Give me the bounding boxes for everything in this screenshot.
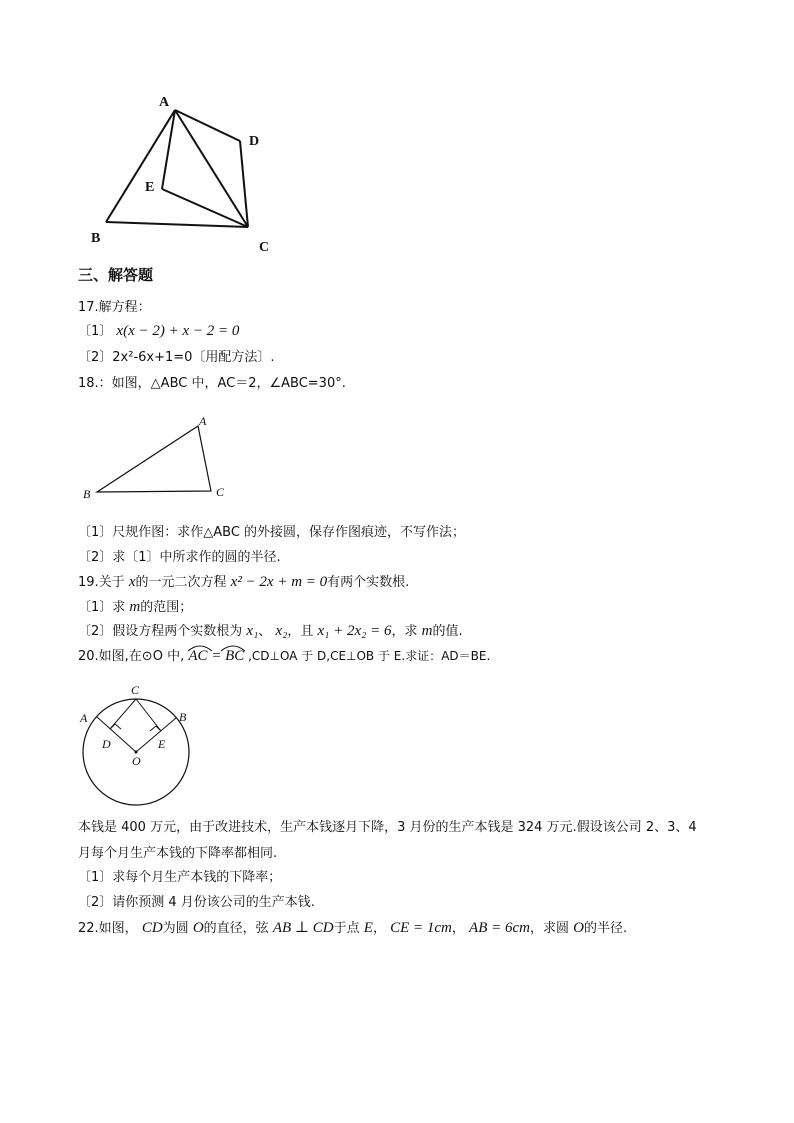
figure-circle: [76, 680, 201, 820]
q19-part2-d: 的值.: [432, 624, 463, 639]
label-e: E: [145, 180, 155, 195]
q19-x2: x₂: [275, 623, 288, 639]
q19-title: [78, 573, 409, 592]
q19-title-c: 有两个实数根.: [327, 575, 410, 590]
q18-label-a: A: [199, 414, 207, 428]
q19-sep: 、: [258, 624, 272, 639]
q21-part2: 〔2〕请你预测 4 月份该公司的生产本钱.: [78, 895, 315, 910]
q19-x1: x₁: [246, 623, 259, 639]
q21-line2: 月每个月生产本钱的下降率都相同.: [78, 846, 278, 861]
q21-part1: 〔1〕求每个月生产本钱的下降率；: [78, 870, 282, 885]
q18-label-b: B: [83, 487, 91, 501]
q20-arc-ac: [188, 648, 211, 664]
q22-cd: CD: [141, 920, 163, 936]
q20-title-b: ,CD⊥OA 于 D,CE⊥OB 于 E.求证：AD＝BE.: [248, 649, 491, 663]
q19-part2-a: 〔2〕假设方程两个实数根为: [78, 624, 243, 639]
label-b: B: [91, 231, 101, 246]
q22-c: 的直径，弦: [203, 921, 269, 936]
q22-g: ，: [451, 921, 465, 936]
q17-part1-label: 〔1〕: [78, 324, 113, 339]
q20-arc-ac-text: AC: [188, 648, 208, 664]
q19-part2-b: ，且: [287, 624, 314, 639]
q20-label-d: D: [102, 737, 111, 751]
q19-part1-a: 〔1〕求: [78, 600, 126, 615]
q17-part1-equation: x(x − 2) + x − 2 = 0: [116, 323, 240, 339]
radius-ob: [136, 718, 176, 752]
q21-line1: 本钱是 400 万元，由于改进技术，生产本钱逐月下降，3 月份的生产本钱是 324 万元.假设该公司 2、3、4: [78, 820, 697, 835]
q22-o: O: [192, 920, 204, 936]
q22-e: E: [363, 920, 373, 936]
q19-equation: x² − 2x + m = 0: [230, 574, 328, 590]
q19-part1: [78, 598, 192, 617]
q22-d: 于点: [333, 921, 360, 936]
q22-title: [78, 919, 627, 938]
segment-dc: [240, 141, 248, 227]
segment-ab: [106, 110, 175, 222]
q22-h: ，求圆: [529, 921, 569, 936]
q19-part2: [78, 622, 463, 641]
figure-triangle: [78, 412, 238, 507]
q18-label-c: C: [216, 485, 225, 499]
q22-b: 为圆: [162, 921, 189, 936]
label-a: A: [159, 95, 170, 110]
q22-ab: AB = 6cm: [469, 920, 530, 936]
q22-i: 的半径.: [583, 921, 628, 936]
q19-var-x: x: [128, 574, 136, 590]
arc-mark-icon: [187, 644, 213, 652]
q20-title: [78, 647, 490, 666]
q18-part1: 〔1〕尺规作图：求作△ABC 的外接圆，保存作图痕迹，不写作法；: [78, 525, 466, 540]
q19-var-m: m: [129, 599, 141, 615]
q19-var-m-2: m: [421, 623, 433, 639]
section-title: 三、解答题: [78, 266, 154, 284]
figure-quadrilateral: [80, 88, 290, 258]
q18-part2: 〔2〕求〔1〕中所求作的圆的半径.: [78, 550, 281, 565]
q19-part2-c: ，求: [391, 624, 418, 639]
q20-arc-bc-text: BC: [225, 648, 245, 664]
q20-arc-equal: =: [211, 648, 222, 664]
label-c: C: [259, 240, 270, 255]
q20-label-c: C: [131, 683, 140, 697]
q19-title-a: 19.关于: [78, 575, 125, 590]
arc-mark-icon: [220, 644, 246, 652]
segment-bc: [106, 222, 248, 227]
q22-o-2: O: [573, 920, 584, 936]
q22-ab-perp-cd: AB ⊥ CD: [272, 920, 334, 936]
q19-title-b: 的一元二次方程: [135, 575, 227, 590]
label-d: D: [249, 134, 260, 149]
q20-title-a: 20.如图,在⊙O 中,: [78, 649, 185, 664]
q22-ce: CE = 1cm: [390, 920, 452, 936]
q17-title: 17.解方程：: [78, 300, 151, 315]
q19-part1-b: 的范围；: [140, 600, 193, 615]
q18-title: 18.：如图，△ABC 中，AC＝2，∠ABC=30°.: [78, 376, 346, 391]
q22-f: ，: [372, 921, 386, 936]
q17-part2: 〔2〕2x²-6x+1=0〔用配方法〕.: [78, 350, 275, 365]
q20-label-b: B: [179, 710, 187, 724]
q20-arc-bc: [221, 648, 248, 664]
q17-part1: [78, 322, 239, 341]
q22-a: 22.如图，: [78, 921, 138, 936]
q20-label-o: O: [132, 754, 141, 768]
q20-label-e: E: [158, 737, 166, 751]
q20-label-a: A: [80, 711, 88, 725]
q19-condition: x₁ + 2x₂ = 6: [317, 623, 392, 639]
triangle-abc: [97, 426, 211, 492]
